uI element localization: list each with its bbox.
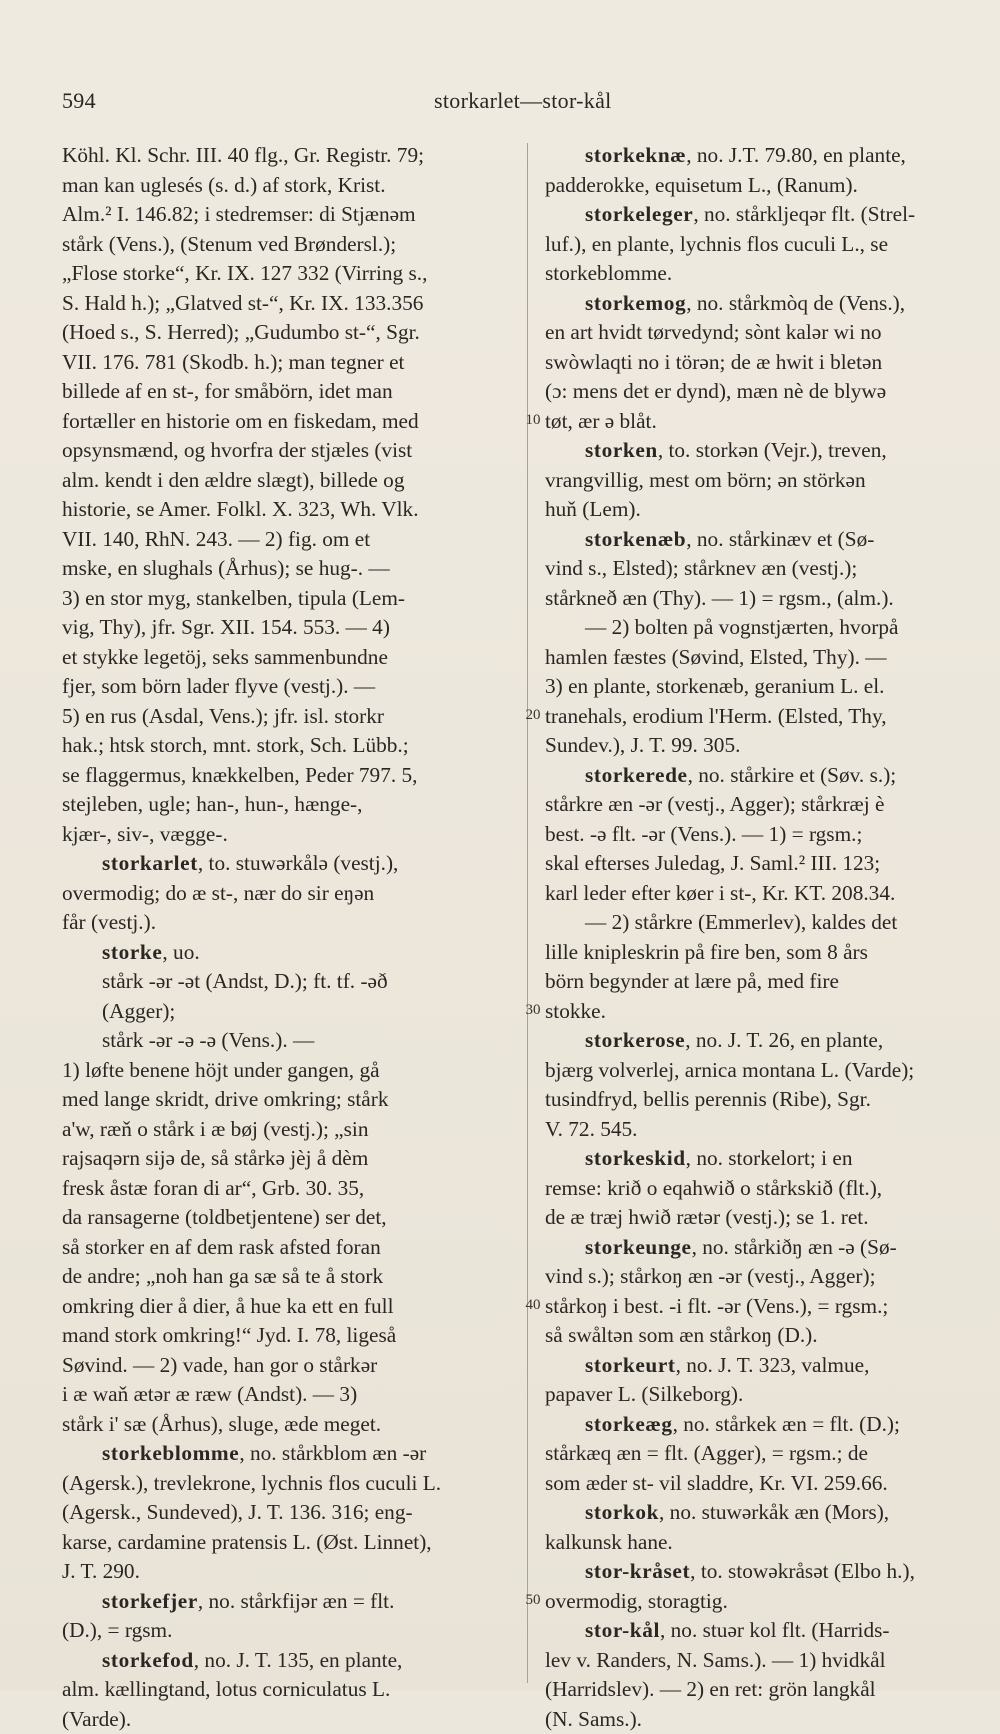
text-line: (Agersk., Sundeved), J. T. 136. 316; eng-	[62, 1498, 518, 1528]
text-line: fortæller en historie om en fiskedam, med	[62, 407, 518, 437]
line-number: 10	[521, 412, 545, 429]
entry-text: , no. storkelort; i en	[686, 1146, 853, 1170]
text-line: som æder st- vil sladdre, Kr. VI. 259.66.	[545, 1469, 992, 1499]
text-line: 5) en rus (Asdal, Vens.); jfr. isl. storkr	[62, 702, 518, 732]
text-line: overmodig; do æ st-, nær do sir eŋən	[62, 879, 518, 909]
text-line: i æ waň ætər æ ræw (Andst). — 3)	[62, 1380, 518, 1410]
headword: storkerede	[585, 763, 688, 787]
text-line: — 2) bolten på vognstjærten, hvorpå	[545, 613, 992, 643]
text-line: VII. 176. 781 (Skodb. h.); man tegner et	[62, 348, 518, 378]
entry-text: , no. stuər kol flt. (Harrids-	[660, 1618, 889, 1642]
text-line: stårk (Vens.), (Stenum ved Brøndersl.);	[62, 230, 518, 260]
text-line	[545, 1144, 992, 1174]
text-line: så swåltən som æn stårkoŋ (D.).	[545, 1321, 992, 1351]
headword: stor-kål	[585, 1618, 660, 1642]
headword: storkefjer	[102, 1589, 198, 1613]
text-line: (Agersk.), trevlekrone, lychnis flos cuculi L.	[62, 1469, 518, 1499]
text-line: en art hvidt tørvedynd; sònt kalər wi no	[545, 318, 992, 348]
text-line	[62, 1646, 518, 1676]
entry-text: , to. stuwərkålə (vestj.),	[198, 851, 399, 875]
headword: storkeurt	[585, 1353, 676, 1377]
text-line: lille knipleskrin på fire ben, som 8 års	[545, 938, 992, 968]
text-line: padderokke, equisetum L., (Ranum).	[545, 171, 992, 201]
headword: storkenæb	[585, 527, 686, 551]
text-line: får (vestj.).	[62, 908, 518, 938]
text-line: da ransagerne (toldbetjentene) ser det,	[62, 1203, 518, 1233]
text-line: vind s., Elsted); stårknev æn (vestj.);	[545, 554, 992, 584]
text-line: (D.), = rgsm.	[62, 1616, 518, 1646]
text-line: karse, cardamine pratensis L. (Øst. Linnet),	[62, 1528, 518, 1558]
page-header	[62, 88, 970, 118]
text-line: (Varde).	[62, 1705, 518, 1734]
text-line: se flaggermus, knækkelben, Peder 797. 5,	[62, 761, 518, 791]
text-line: S. Hald h.); „Glatved st-“, Kr. IX. 133.356	[62, 289, 518, 319]
text-line	[545, 289, 992, 319]
text-line: stårkneð æn (Thy). — 1) = rgsm., (alm.).	[545, 584, 992, 614]
line-number: 40	[521, 1297, 545, 1314]
text-line: stårk i' sæ (Århus), sluge, æde meget.	[62, 1410, 518, 1440]
entry-text: , no. J. T. 323, valmue,	[676, 1353, 870, 1377]
entry-text: , no. stårkek æn = flt. (D.);	[673, 1412, 900, 1436]
text-line: vig, Thy), jfr. Sgr. XII. 154. 553. — 4)	[62, 613, 518, 643]
text-line	[545, 141, 992, 171]
headword: storkeleger	[585, 202, 693, 226]
headword: storkefod	[102, 1648, 194, 1672]
text-line	[545, 1026, 992, 1056]
text-line: Søvind. — 2) vade, han gor o stårkər	[62, 1351, 518, 1381]
entry-text: , to. storkən (Vejr.), treven,	[658, 438, 887, 462]
entry-text: , no. stårkmòq de (Vens.),	[686, 291, 905, 315]
text-line: (Agger);	[62, 997, 518, 1027]
text-line: stejleben, ugle; han-, hun-, hænge-,	[62, 790, 518, 820]
headword: storkarlet	[102, 851, 198, 875]
text-line: tranehals, erodium l'Herm. (Elsted, Thy,	[545, 702, 992, 732]
text-line	[545, 525, 992, 555]
text-line: hamlen fæstes (Søvind, Elsted, Thy). —	[545, 643, 992, 673]
text-line: fjer, som börn lader flyve (vestj.). —	[62, 672, 518, 702]
headword: storkemog	[585, 291, 686, 315]
text-line: best. -ə flt. -ər (Vens.). — 1) = rgsm.;	[545, 820, 992, 850]
text-line: kjær-, siv-, vægge-.	[62, 820, 518, 850]
right-column	[545, 141, 992, 1734]
text-line: historie, se Amer. Folkl. X. 323, Wh. Vlk.	[62, 495, 518, 525]
text-line: remse: krið o eqahwið o stårkskið (flt.),	[545, 1174, 992, 1204]
headword: storkerose	[585, 1028, 685, 1052]
text-line: rajsaqərn sijə de, så stårkə jèj å dèm	[62, 1144, 518, 1174]
text-line: stårkoŋ i best. -i flt. -ər (Vens.), = rgsm.;	[545, 1292, 992, 1322]
text-line: billede af en st-, for småbörn, idet man	[62, 377, 518, 407]
text-line: 1) løfte benene höjt under gangen, gå	[62, 1056, 518, 1086]
text-line: så storker en af dem rask afsted foran	[62, 1233, 518, 1263]
entry-text: , to. stowəkråsət (Elbo h.),	[690, 1559, 915, 1583]
text-line: alm. kendt i den ældre slægt), billede og	[62, 466, 518, 496]
headword: storkok	[585, 1500, 659, 1524]
text-line: (N. Sams.).	[545, 1705, 992, 1734]
text-line: mske, en slughals (Århus); se hug-. —	[62, 554, 518, 584]
text-line: huň (Lem).	[545, 495, 992, 525]
text-line: karl leder efter køer i st-, Kr. KT. 208.34.	[545, 879, 992, 909]
column-divider	[527, 143, 528, 1683]
headword: storkeskid	[585, 1146, 686, 1170]
entry-text: , no. stårkljeqər flt. (Strel-	[693, 202, 915, 226]
text-line: bjærg volverlej, arnica montana L. (Varde);	[545, 1056, 992, 1086]
text-line: fresk åstæ foran di ar“, Grb. 30. 35,	[62, 1174, 518, 1204]
entry-text: , no. J. T. 26, en plante,	[685, 1028, 883, 1052]
text-line: stårk -ər -ə -ə (Vens.). —	[62, 1026, 518, 1056]
running-title: storkarlet—stor-kål	[434, 88, 612, 114]
text-line	[545, 1557, 992, 1587]
text-line: börn begynder at lære på, med fire	[545, 967, 992, 997]
text-line	[62, 938, 518, 968]
entry-text: , no. stårkfijər æn = flt.	[198, 1589, 395, 1613]
text-line	[545, 1498, 992, 1528]
headword: storkeæg	[585, 1412, 673, 1436]
headword: storkeunge	[585, 1235, 692, 1259]
text-line: vind s.); stårkoŋ æn -ər (vestj., Agger);	[545, 1262, 992, 1292]
text-line: a'w, ræň o stårk i æ bøj (vestj.); „sin	[62, 1115, 518, 1145]
text-line: opsynsmænd, og hvorfra der stjæles (vist	[62, 436, 518, 466]
headword: storke	[102, 940, 162, 964]
entry-text: , no. stårkinæv et (Sø-	[686, 527, 874, 551]
text-line: tøt, ær ə blåt.	[545, 407, 992, 437]
entry-text: , no. stårkiðŋ æn -ə (Sø-	[692, 1235, 897, 1259]
text-line	[545, 1351, 992, 1381]
text-line: hak.; htsk storch, mnt. stork, Sch. Lübb.;	[62, 731, 518, 761]
text-line: tusindfryd, bellis perennis (Ribe), Sgr.	[545, 1085, 992, 1115]
text-line: alm. kællingtand, lotus corniculatus L.	[62, 1675, 518, 1705]
text-line	[62, 1587, 518, 1617]
text-line: overmodig, storagtig.	[545, 1587, 992, 1617]
text-line	[545, 200, 992, 230]
text-line: 3) en stor myg, stankelben, tipula (Lem-	[62, 584, 518, 614]
text-line: swòwlaqti no i törən; de æ hwit i bletən	[545, 348, 992, 378]
text-line: med lange skridt, drive omkring; stårk	[62, 1085, 518, 1115]
text-line: de æ træj hwið rætər (vestj.); se 1. ret.	[545, 1203, 992, 1233]
headword: storken	[585, 438, 658, 462]
text-line: 3) en plante, storkenæb, geranium L. el.	[545, 672, 992, 702]
text-line	[545, 1233, 992, 1263]
headword: storkeknæ	[585, 143, 686, 167]
text-line	[545, 1410, 992, 1440]
page-number: 594	[62, 88, 96, 114]
text-line: skal efterses Juledag, J. Saml.² III. 123;	[545, 849, 992, 879]
text-line: stokke.	[545, 997, 992, 1027]
entry-text: , no. J.T. 79.80, en plante,	[686, 143, 906, 167]
headword: storkeblomme	[102, 1441, 239, 1465]
text-line	[545, 1616, 992, 1646]
text-line	[545, 436, 992, 466]
entry-text: , uo.	[162, 940, 199, 964]
entry-text: , no. stårkblom æn -ər	[239, 1441, 426, 1465]
text-line: (Hoed s., S. Herred); „Gudumbo st-“, Sgr.	[62, 318, 518, 348]
text-line: kalkunsk hane.	[545, 1528, 992, 1558]
text-line: man kan uglesés (s. d.) af stork, Krist.	[62, 171, 518, 201]
text-line: Köhl. Kl. Schr. III. 40 flg., Gr. Registr. 79;	[62, 141, 518, 171]
text-line: omkring dier å dier, å hue ka ett en full	[62, 1292, 518, 1322]
text-line: de andre; „noh han ga sæ så te å stork	[62, 1262, 518, 1292]
text-line: V. 72. 545.	[545, 1115, 992, 1145]
text-line: Sundev.), J. T. 99. 305.	[545, 731, 992, 761]
text-line: stårkæq æn = flt. (Agger), = rgsm.; de	[545, 1439, 992, 1469]
left-column	[62, 141, 518, 1734]
text-line: luf.), en plante, lychnis flos cuculi L., se	[545, 230, 992, 260]
text-line: J. T. 290.	[62, 1557, 518, 1587]
text-line: „Flose storke“, Kr. IX. 127 332 (Virring s.,	[62, 259, 518, 289]
text-line: (ɔ: mens det er dynd), mæn nè de blywə	[545, 377, 992, 407]
entry-text: , no. stårkire et (Søv. s.);	[688, 763, 897, 787]
line-number: 20	[521, 707, 545, 724]
text-line: papaver L. (Silkeborg).	[545, 1380, 992, 1410]
text-line: — 2) stårkre (Emmerlev), kaldes det	[545, 908, 992, 938]
entry-text: , no. J. T. 135, en plante,	[194, 1648, 403, 1672]
text-line: vrangvillig, mest om börn; ən störkən	[545, 466, 992, 496]
text-line: stårkre æn -ər (vestj., Agger); stårkræj è	[545, 790, 992, 820]
headword: stor-kråset	[585, 1559, 690, 1583]
text-line	[545, 761, 992, 791]
text-line: stårk -ər -ət (Andst, D.); ft. tf. -əð	[62, 967, 518, 997]
entry-text: , no. stuwərkåk æn (Mors),	[659, 1500, 889, 1524]
text-line: VII. 140, RhN. 243. — 2) fig. om et	[62, 525, 518, 555]
text-line	[62, 849, 518, 879]
text-line: (Harridslev). — 2) en ret: grön langkål	[545, 1675, 992, 1705]
text-line: lev v. Randers, N. Sams.). — 1) hvidkål	[545, 1646, 992, 1676]
text-line: mand stork omkring!“ Jyd. I. 78, ligeså	[62, 1321, 518, 1351]
text-line: et stykke legetöj, seks sammenbundne	[62, 643, 518, 673]
text-line: Alm.² I. 146.82; i stedremser: di Stjænəm	[62, 200, 518, 230]
text-line: storkeblomme.	[545, 259, 992, 289]
line-number: 30	[521, 1002, 545, 1019]
text-line	[62, 1439, 518, 1469]
line-number: 50	[521, 1592, 545, 1609]
